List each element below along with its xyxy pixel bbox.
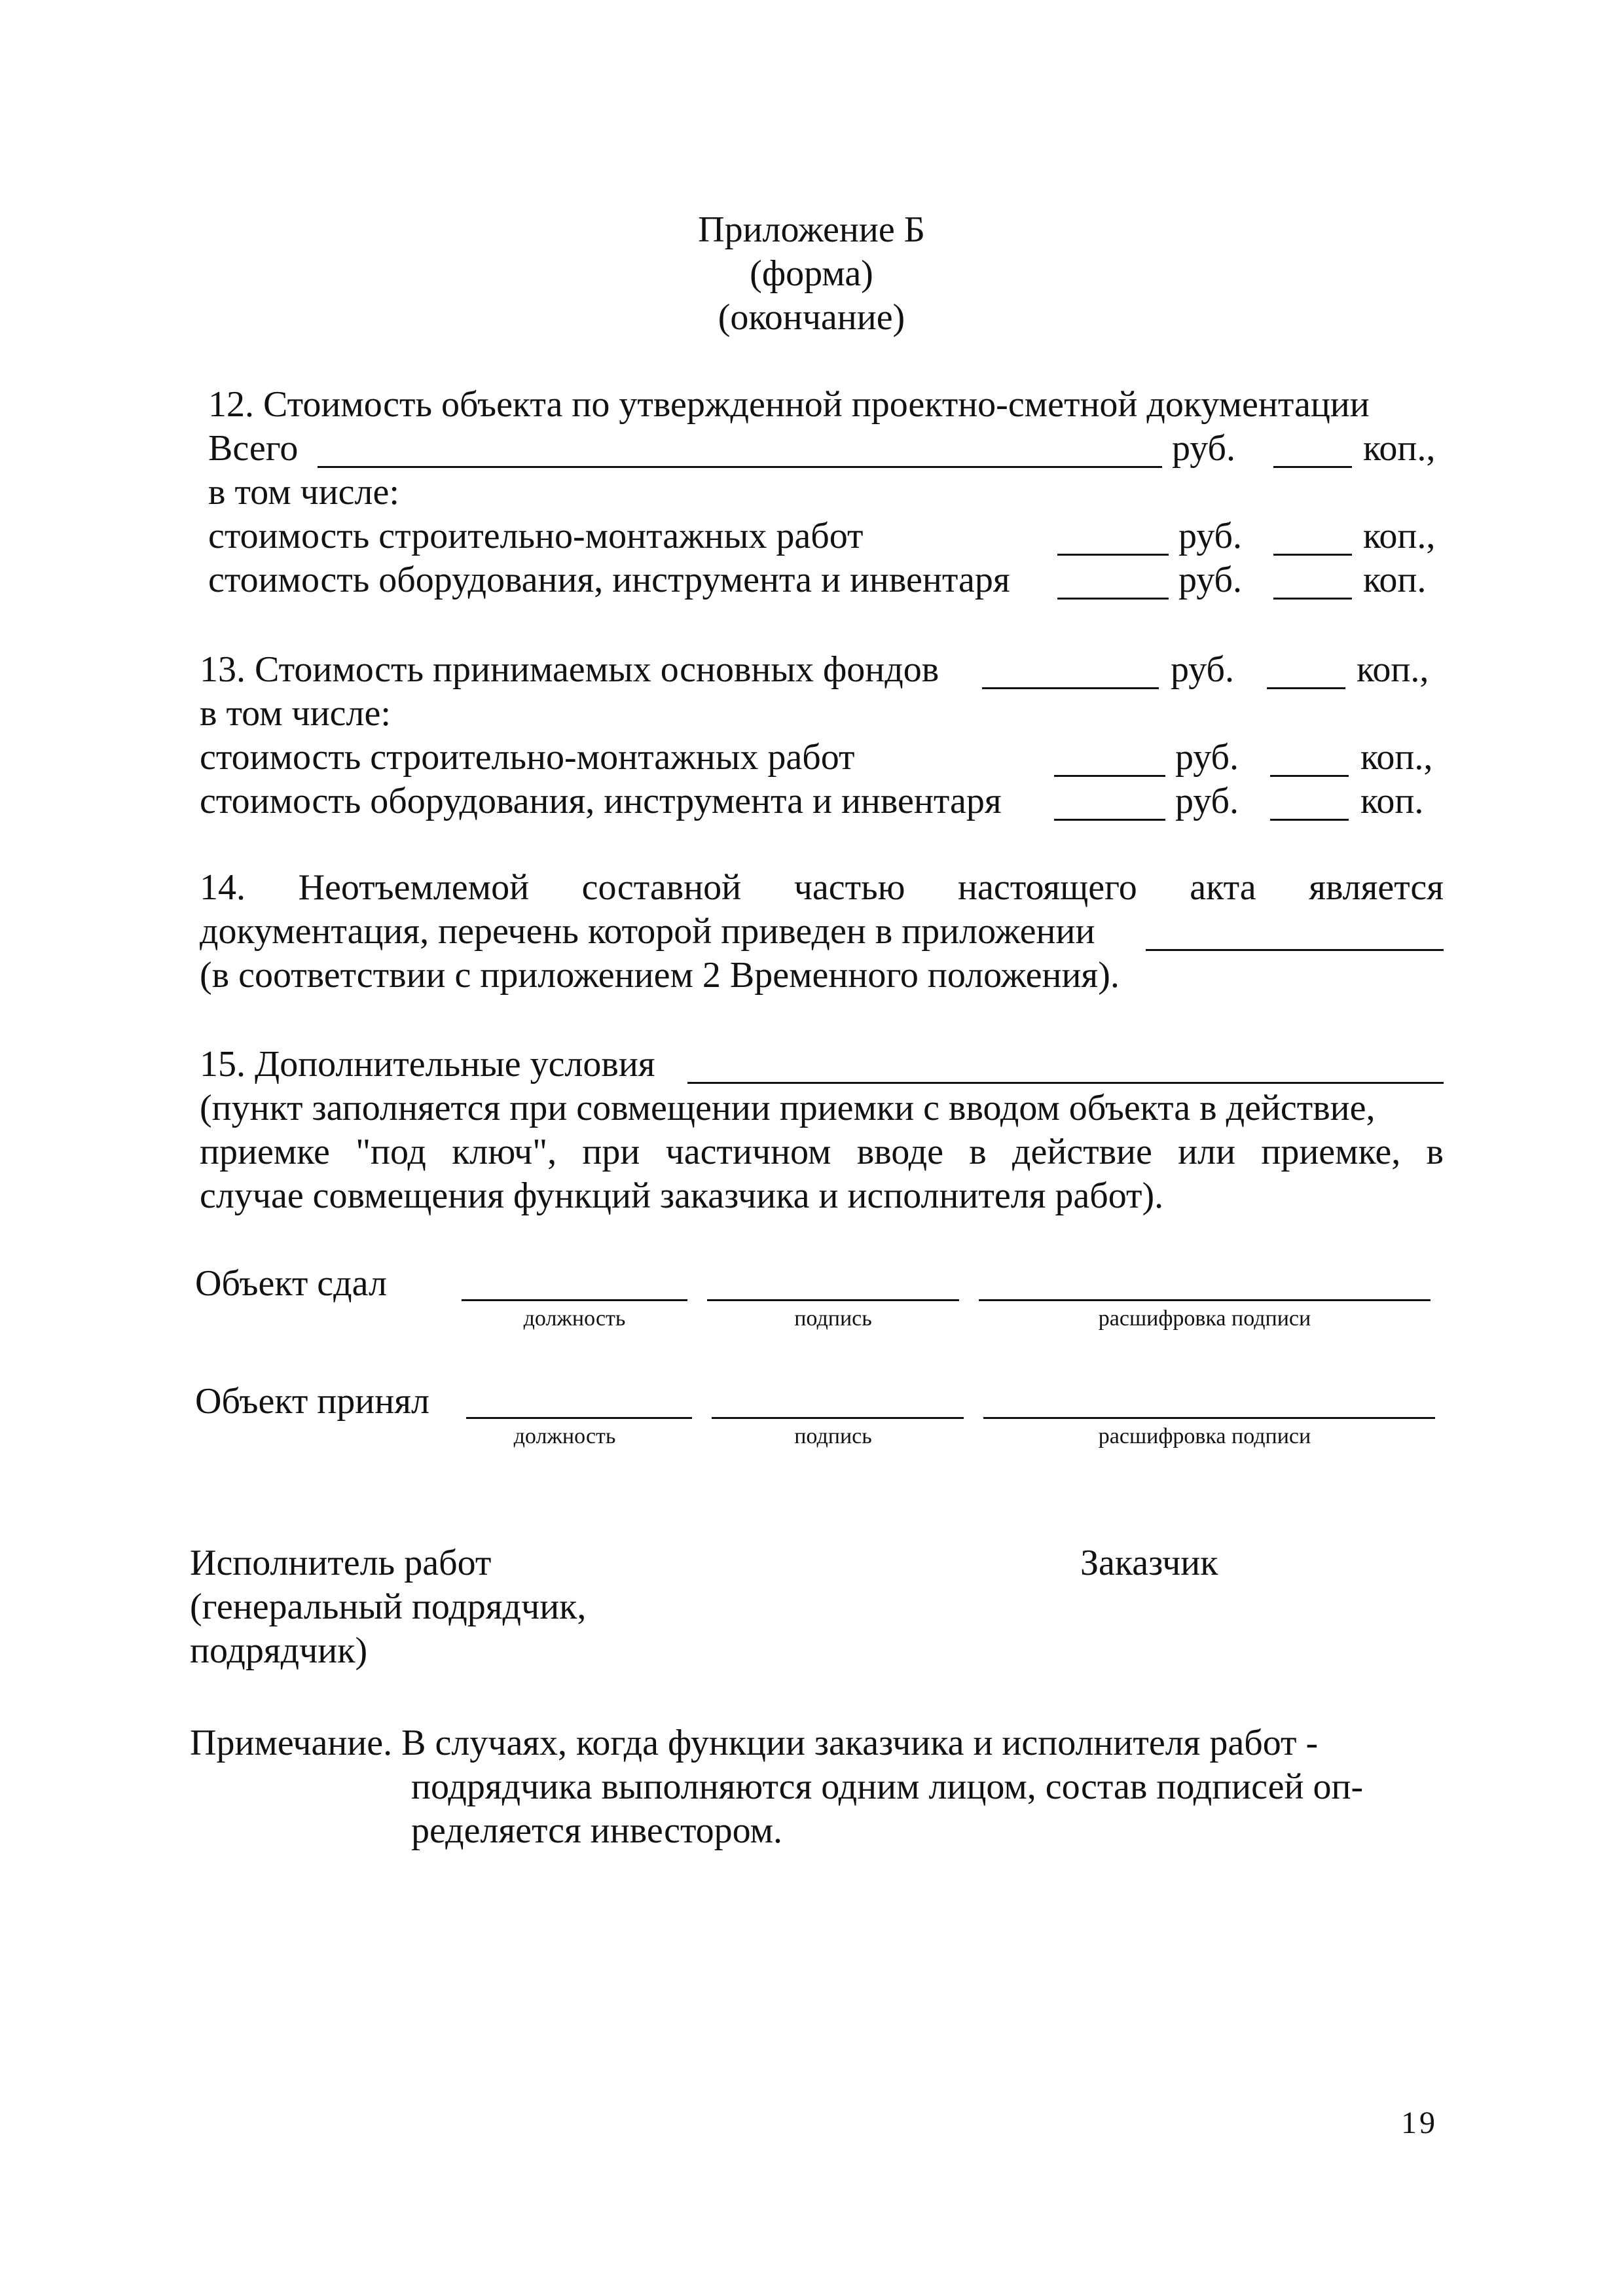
s13-title: 13. Стоимость принимаемых основных фондов xyxy=(200,649,939,690)
position-caption: должность xyxy=(523,1306,626,1331)
contractor-line1: Исполнитель работ xyxy=(190,1543,492,1583)
s12-equip-kop-field[interactable] xyxy=(1273,598,1352,600)
s13-smr-rub-field[interactable] xyxy=(1054,775,1165,777)
kop-label: коп. xyxy=(1360,781,1424,821)
rub-label: руб. xyxy=(1171,649,1235,690)
rub-label: руб. xyxy=(1175,737,1239,778)
s14-line2: документация, перечень которой приведен в приложении xyxy=(200,911,1095,952)
kop-label: коп., xyxy=(1363,516,1436,556)
s12-equip-rub-field[interactable] xyxy=(1057,598,1169,600)
s13-smr-label: стоимость строительно-монтажных работ xyxy=(200,737,855,778)
s14-line3: (в соответствии с приложением 2 Временного положения). xyxy=(200,955,1120,996)
note-line2: подрядчика выполняются одним лицом, состав подписей оп- xyxy=(411,1767,1364,1807)
kop-label: коп., xyxy=(1360,737,1433,778)
s15-line2: (пункт заполняется при совмещении приемки с вводом объекта в действие, xyxy=(200,1088,1376,1128)
s14-line1 xyxy=(200,866,1444,910)
rub-label: руб. xyxy=(1172,428,1236,469)
s14-word: частью xyxy=(793,867,905,908)
s15-conditions-field[interactable] xyxy=(687,1082,1444,1084)
accepted-decoding-field[interactable] xyxy=(983,1417,1435,1419)
s12-total-rub-field[interactable] xyxy=(318,466,1162,468)
s14-word: 14. xyxy=(200,867,246,908)
contractor-line3: подрядчик) xyxy=(190,1630,368,1671)
s13-equip-kop-field[interactable] xyxy=(1270,819,1349,821)
kop-label: коп., xyxy=(1363,428,1436,469)
accepted-position-field[interactable] xyxy=(466,1417,692,1419)
handed-over-signature-field[interactable] xyxy=(707,1299,959,1301)
s14-word: является xyxy=(1309,867,1444,908)
s13-smr-kop-field[interactable] xyxy=(1270,775,1349,777)
accepted-label: Объект принял xyxy=(195,1381,429,1422)
s13-equip-rub-field[interactable] xyxy=(1054,819,1165,821)
decoding-caption: расшифровка подписи xyxy=(1098,1424,1311,1448)
kop-label: коп. xyxy=(1363,560,1427,600)
decoding-caption: расшифровка подписи xyxy=(1098,1306,1311,1331)
s12-smr-kop-field[interactable] xyxy=(1273,554,1352,556)
s15-line3: приемке "под ключ", при частичном вводе в действие или приемке, в xyxy=(200,1132,1444,1172)
customer-label: Заказчик xyxy=(1080,1543,1218,1583)
s12-title: 12. Стоимость объекта по утвержденной проектно-сметной документации xyxy=(208,384,1370,425)
handed-over-decoding-field[interactable] xyxy=(979,1299,1431,1301)
rub-label: руб. xyxy=(1175,781,1239,821)
s12-smr-rub-field[interactable] xyxy=(1057,554,1169,556)
rub-label: руб. xyxy=(1178,560,1243,600)
s13-including: в том числе: xyxy=(200,693,391,734)
s14-word: акта xyxy=(1190,867,1256,908)
kop-label: коп., xyxy=(1357,649,1429,690)
contractor-line2: (генеральный подрядчик, xyxy=(190,1587,587,1627)
signature-caption: подпись xyxy=(794,1424,872,1448)
s12-total-label: Всего xyxy=(208,428,299,469)
s13-equip-label: стоимость оборудования, инструмента и инвентаря xyxy=(200,781,1002,821)
accepted-signature-field[interactable] xyxy=(712,1417,964,1419)
page-number: 19 xyxy=(1401,2106,1438,2140)
s12-equip-label: стоимость оборудования, инструмента и инвентаря xyxy=(208,560,1010,600)
s13-total-rub-field[interactable] xyxy=(982,687,1159,689)
s15-line4: случае совмещения функций заказчика и исполнителя работ). xyxy=(200,1175,1164,1216)
handed-over-label: Объект сдал xyxy=(195,1263,387,1304)
note-line3: ределяется инвестором. xyxy=(411,1810,783,1851)
rub-label: руб. xyxy=(1178,516,1243,556)
s12-including: в том числе: xyxy=(208,472,399,512)
s14-word: составной xyxy=(581,867,742,908)
note-line1: Примечание. В случаях, когда функции заказчика и исполнителя работ - xyxy=(190,1723,1319,1763)
s13-total-kop-field[interactable] xyxy=(1267,687,1345,689)
appendix-title: Приложение Б xyxy=(698,209,925,250)
position-caption: должность xyxy=(513,1424,616,1448)
appendix-form-label: (форма) xyxy=(750,253,873,294)
s15-title: 15. Дополнительные условия xyxy=(200,1044,655,1085)
handed-over-position-field[interactable] xyxy=(462,1299,687,1301)
s12-smr-label: стоимость строительно-монтажных работ xyxy=(208,516,864,556)
s14-word: настоящего xyxy=(958,867,1137,908)
appendix-ending-label: (окончание) xyxy=(718,297,905,338)
signature-caption: подпись xyxy=(794,1306,872,1331)
s14-word: Неотъемлемой xyxy=(298,867,530,908)
s12-total-kop-field[interactable] xyxy=(1273,466,1352,468)
s14-appendix-field[interactable] xyxy=(1146,949,1444,951)
